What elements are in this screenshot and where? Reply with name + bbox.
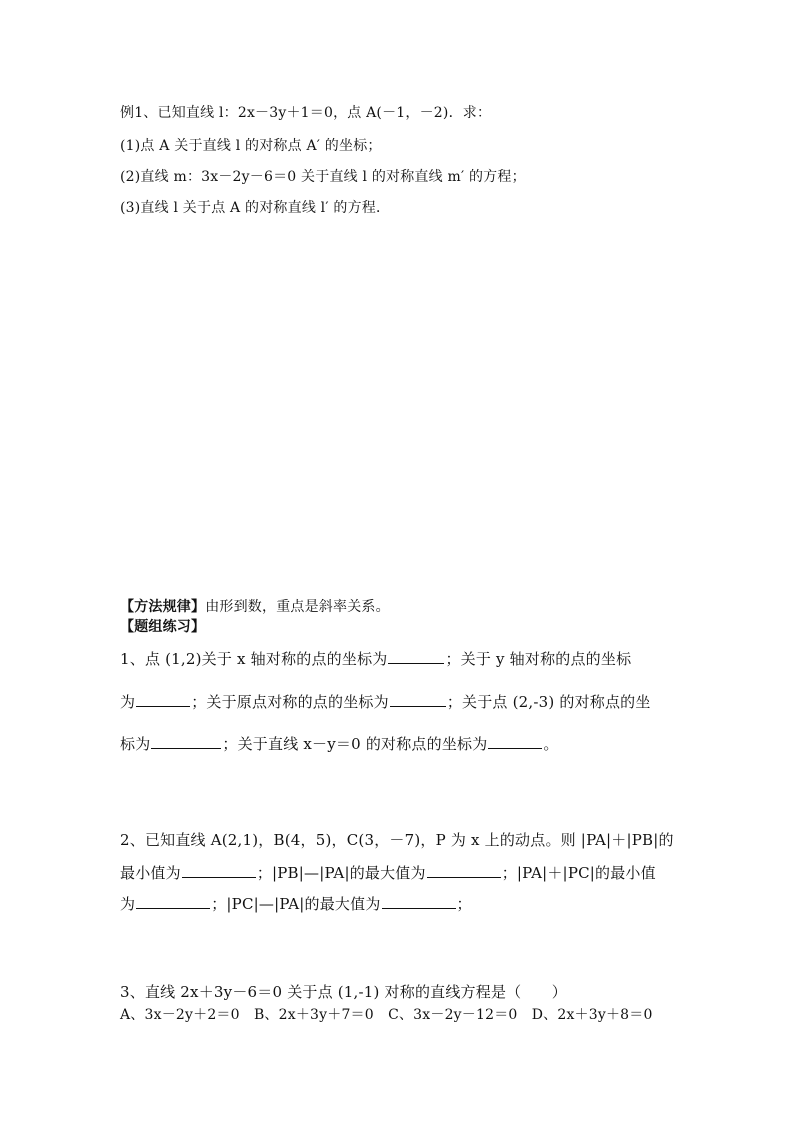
answer-blank-x-axis[interactable]: [388, 649, 444, 664]
answer-blank-pc-pa-max[interactable]: [382, 894, 456, 909]
problem-1-text-d: ；关于原点对称的点的坐标为: [191, 693, 389, 711]
problem-1-text-g: ；关于直线 x－y＝0 的对称点的坐标为: [222, 735, 488, 753]
problem-2-text-f: ；: [456, 895, 472, 913]
problem-1-line-2: [120, 692, 651, 711]
problem-3-question: 3、直线 2x＋3y－6＝0 关于点 (1,-1) 对称的直线方程是（ ）: [120, 983, 567, 1001]
problem-2-text-e: ；|PC|—|PA|的最大值为: [211, 895, 381, 913]
problem-1-line-3: [120, 734, 559, 753]
method-rule: [120, 598, 390, 616]
answer-blank-point[interactable]: [151, 734, 221, 749]
example-1-title: 例1、已知直线 l：2x－3y＋1＝0，点 A(－1，－2)．求：: [120, 105, 492, 121]
problem-2-text-c: ；|PA|＋|PC|的最小值: [501, 864, 656, 882]
answer-blank-origin[interactable]: [390, 692, 446, 707]
problem-1-text-e: ；关于点 (2,-3) 的对称点的坐: [446, 693, 651, 711]
problem-1-text-h: 。: [543, 735, 559, 753]
answer-blank-pa-pc-min[interactable]: [136, 894, 210, 909]
problem-2-line-3: [120, 894, 472, 913]
problem-2-line-2: [120, 863, 656, 882]
practice-heading: 【题组练习】: [120, 619, 206, 635]
example-1-question-3: (3)直线 l 关于点 A 的对称直线 l′ 的方程．: [120, 200, 391, 216]
answer-blank-y-axis[interactable]: [136, 692, 190, 707]
answer-blank-pb-pa-max[interactable]: [427, 863, 501, 878]
problem-1-text-a: 1、点 (1,2)关于 x 轴对称的点的坐标为: [120, 650, 388, 668]
problem-1-text-c: 为: [120, 693, 136, 711]
problem-2-line-1: 2、已知直线 A(2,1)，B(4，5)，C(3，－7)，P 为 x 上的动点。则 |PA|＋|PB|的: [120, 831, 674, 849]
method-label: 【方法规律】: [120, 599, 206, 615]
answer-blank-pa-pb-min[interactable]: [182, 863, 256, 878]
example-1-question-1: (1)点 A 关于直线 l 的对称点 A′ 的坐标；: [120, 138, 382, 154]
problem-1-line-1: [120, 649, 631, 668]
answer-blank-line[interactable]: [488, 734, 542, 749]
example-1-question-2: (2)直线 m：3x－2y－6＝0 关于直线 l 的对称直线 m′ 的方程；: [120, 169, 526, 185]
problem-2-text-a: 最小值为: [120, 864, 181, 882]
problem-2-text-b: ；|PB|—|PA|的最大值为: [256, 864, 426, 882]
problem-3-options: A、3x－2y＋2＝0 B、2x＋3y＋7＝0 C、3x－2y－12＝0 D、2x＋3y＋8＝0: [120, 1007, 653, 1023]
problem-2-text-d: 为: [120, 895, 136, 913]
problem-1-text-b: ；关于 y 轴对称的点的坐标: [445, 650, 632, 668]
problem-1-text-f: 标为: [120, 735, 151, 753]
method-text: 由形到数，重点是斜率关系。: [205, 599, 390, 615]
